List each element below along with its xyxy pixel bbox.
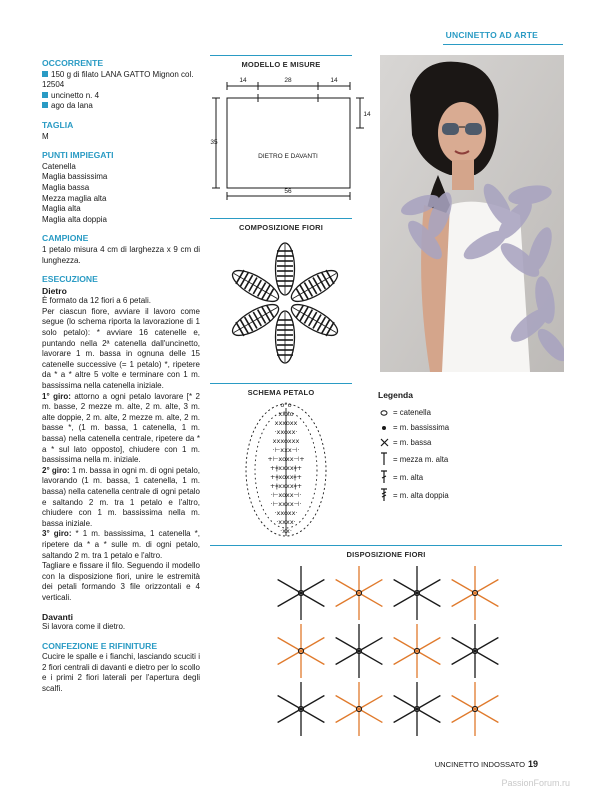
modello-title: MODELLO E MISURE <box>241 60 321 69</box>
watermark: PassionForum.ru <box>501 778 570 788</box>
campione-title: CAMPIONE <box>42 233 89 244</box>
flower-layout-flower <box>278 682 325 736</box>
occorrente-item: uncinetto n. 4 <box>42 91 200 102</box>
punti-title: PUNTI IMPIEGATI <box>42 150 114 161</box>
svg-text:o°o: o°o <box>280 401 292 409</box>
section-tag: UNCINETTO AD ARTE <box>445 30 538 40</box>
giro-3-paragraph: 3° giro: * 1 m. bassissima, 1 catenella *, ripetere da * a * sulle m. di ogni petalo, saltando 2 m. tra 1 petalo e l'altro. <box>42 529 200 560</box>
confezione-text: Cucire le spalle e i fianchi, lasciando scuciti i 2 fiori centrali di davanti e dietro per lo scollo e i primi 2 fiori laterali per l'apertura degli scalfi. <box>42 652 200 694</box>
legend-item: = catenella <box>378 405 449 420</box>
legend-item: = m. bassa <box>378 435 449 450</box>
treble-crochet-icon <box>378 488 390 502</box>
flower-layout-flower <box>452 566 499 620</box>
footer-label: UNCINETTO INDOSSATO <box>434 760 525 769</box>
punti-item: Maglia alta doppia <box>42 214 107 224</box>
pattern-schematic <box>210 70 372 200</box>
schema-title: SCHEMA PETALO <box>247 388 315 397</box>
dimension-label: 35 <box>210 139 218 146</box>
instructions-column <box>42 58 200 695</box>
flower-layout-flower <box>336 624 383 678</box>
flower-layout-flower <box>394 566 441 620</box>
taglia-title: TAGLIA <box>42 119 74 130</box>
davanti-text: Si lavora come il dietro. <box>42 622 126 632</box>
esecuzione-paragraph: Per ciascun fiore, avviare il lavoro come segue (lo schema riporta la lavorazione di 1 solo petalo): * avviare 16 catenelle e, puntando nella 2ª catenella dall'uncinetto, lavorare 1 m. bassa in ognuna delle 15 catenelle successive (= 1 petalo) *, ripetere da * a * altre 5 volte e terminare con 1 m. bassissima nella catenella iniziale. <box>42 306 200 391</box>
composizione-rule <box>210 218 352 219</box>
model-photo <box>380 55 564 372</box>
dimension-label: 14 <box>239 77 247 84</box>
petal-stitch-chart <box>236 398 336 543</box>
petal-diagram <box>276 311 295 363</box>
svg-text:xxxo: xxxo <box>278 410 294 418</box>
flower-layout-diagram <box>270 565 520 740</box>
dimension-label: 56 <box>284 188 292 195</box>
occorrente-item: 150 g di filato LANA GATTO Mignon col. 12504 <box>42 69 194 90</box>
occorrente-title: OCCORRENTE <box>42 58 104 68</box>
flower-layout-flower <box>394 682 441 736</box>
flower-layout-flower <box>336 682 383 736</box>
dimension-label: 14 <box>363 111 371 118</box>
flower-layout-flower <box>394 624 441 678</box>
svg-text:·⊢xxx⊣·: ·⊢xxx⊣· <box>272 446 300 454</box>
chain-stitch-icon <box>378 410 390 416</box>
half-double-crochet-icon <box>378 452 390 466</box>
svg-text:·xx·: ·xx· <box>280 527 292 535</box>
occorrente-item: ago da lana <box>42 101 200 112</box>
single-crochet-icon <box>378 438 390 447</box>
pattern-piece-label: DIETRO E DAVANTI <box>258 153 318 160</box>
svg-text:xxxoxxx: xxxoxxx <box>272 437 300 445</box>
bullet-square-icon <box>42 92 48 98</box>
stitch-symbols <box>267 401 304 535</box>
legend-item: = m. alta <box>378 468 449 486</box>
svg-text:·xxoxx·: ·xxoxx· <box>274 509 298 517</box>
slip-stitch-icon <box>378 424 390 432</box>
svg-text:·xxxx·: ·xxxx· <box>276 518 296 526</box>
flower-layout-flower <box>452 682 499 736</box>
legend-item: = m. alta doppia <box>378 486 449 504</box>
svg-text:xxxoxx: xxxoxx <box>274 419 298 427</box>
svg-text:+ǂxxxxǂ+: +ǂxxxxǂ+ <box>269 464 303 472</box>
schema-rule <box>210 383 352 384</box>
bullet-square-icon <box>42 102 48 108</box>
flower-layout-flower <box>452 624 499 678</box>
punti-item: Maglia alta <box>42 204 81 214</box>
flower-layout-flower <box>278 624 325 678</box>
davanti-title: Davanti <box>42 611 74 622</box>
campione-text: 1 petalo misura 4 cm di larghezza x 9 cm di lunghezza. <box>42 244 200 265</box>
taglia-value: M <box>42 131 49 141</box>
flower-composition-diagram <box>230 240 340 370</box>
disposizione-rule <box>210 545 562 546</box>
double-crochet-icon <box>378 470 390 484</box>
punti-item: Mezza maglia alta <box>42 193 107 203</box>
svg-text:·⊢xoxx⊣·: ·⊢xoxx⊣· <box>270 491 302 499</box>
page-number: 19 <box>527 759 538 769</box>
legend-title: Legenda <box>378 390 413 400</box>
flower-layout-flower <box>336 566 383 620</box>
punti-item: Maglia bassissima <box>42 172 108 182</box>
petal-diagram <box>276 243 295 295</box>
dietro-title: Dietro <box>42 285 67 296</box>
header-rule <box>443 44 563 45</box>
punti-item: Catenella <box>42 161 76 171</box>
dimension-label: 14 <box>330 77 338 84</box>
page-footer <box>435 759 538 769</box>
legend <box>378 390 449 504</box>
giro-1-paragraph: 1° giro: attorno a ogni petalo lavorare [* 2 m. basse, 2 mezze m. alte, 2 m. alte, 3 m. alte doppie, 2 m. alte, 2 mezze m. alte, 2 m. basse *, (1 m. bassa, 1 catenella, 1 m. bassa) nella catenella centrale, ripetere da * a * sul lato opposto], chiudere con 1 m. bassissima nella m. iniziale. <box>42 391 200 465</box>
esecuzione-paragraph: È formato da 12 fiori a 6 petali. <box>42 296 151 306</box>
dimension-label: 28 <box>284 77 292 84</box>
legend-item: = mezza m. alta <box>378 450 449 468</box>
legend-item: = m. bassissima <box>378 420 449 435</box>
svg-text:+ǂxoxxǂ+: +ǂxoxxǂ+ <box>270 473 302 481</box>
flower-layout-flower <box>278 566 325 620</box>
svg-text:·⊢xxxx⊣·: ·⊢xxxx⊣· <box>270 500 302 508</box>
svg-text:+⊢xoxx⊣+: +⊢xoxx⊣+ <box>267 455 305 463</box>
disposizione-title: DISPOSIZIONE FIORI <box>346 550 426 559</box>
esecuzione-title: ESECUZIONE <box>42 274 98 285</box>
svg-text:·xxoxx·: ·xxoxx· <box>274 428 298 436</box>
garment-outline <box>227 98 350 188</box>
esecuzione-paragraph: Tagliare e fissare il filo. Seguendo il modello con la disposizione fiori, unire le estremità dei petali formando 3 file orizzontali e 4 verticali. <box>42 561 200 602</box>
punti-item: Maglia bassa <box>42 182 90 192</box>
modello-rule <box>210 55 352 56</box>
composizione-title: COMPOSIZIONE FIORI <box>238 223 324 232</box>
giro-2-paragraph: 2° giro: 1 m. bassa in ogni m. di ogni petalo, lavorando (1 m. bassa, 1 catenella, 1 m. bassa) nella catenella centrale di ogni petalo e saltando 2 m. tra 1 petalo e l'altro, chiudere con 1 m. bassissima nella m. bassa iniziale. <box>42 465 200 528</box>
confezione-title: CONFEZIONE E RIFINITURE <box>42 640 158 651</box>
bullet-square-icon <box>42 71 48 77</box>
svg-text:+ǂxxxxǂ+: +ǂxxxxǂ+ <box>269 482 303 490</box>
